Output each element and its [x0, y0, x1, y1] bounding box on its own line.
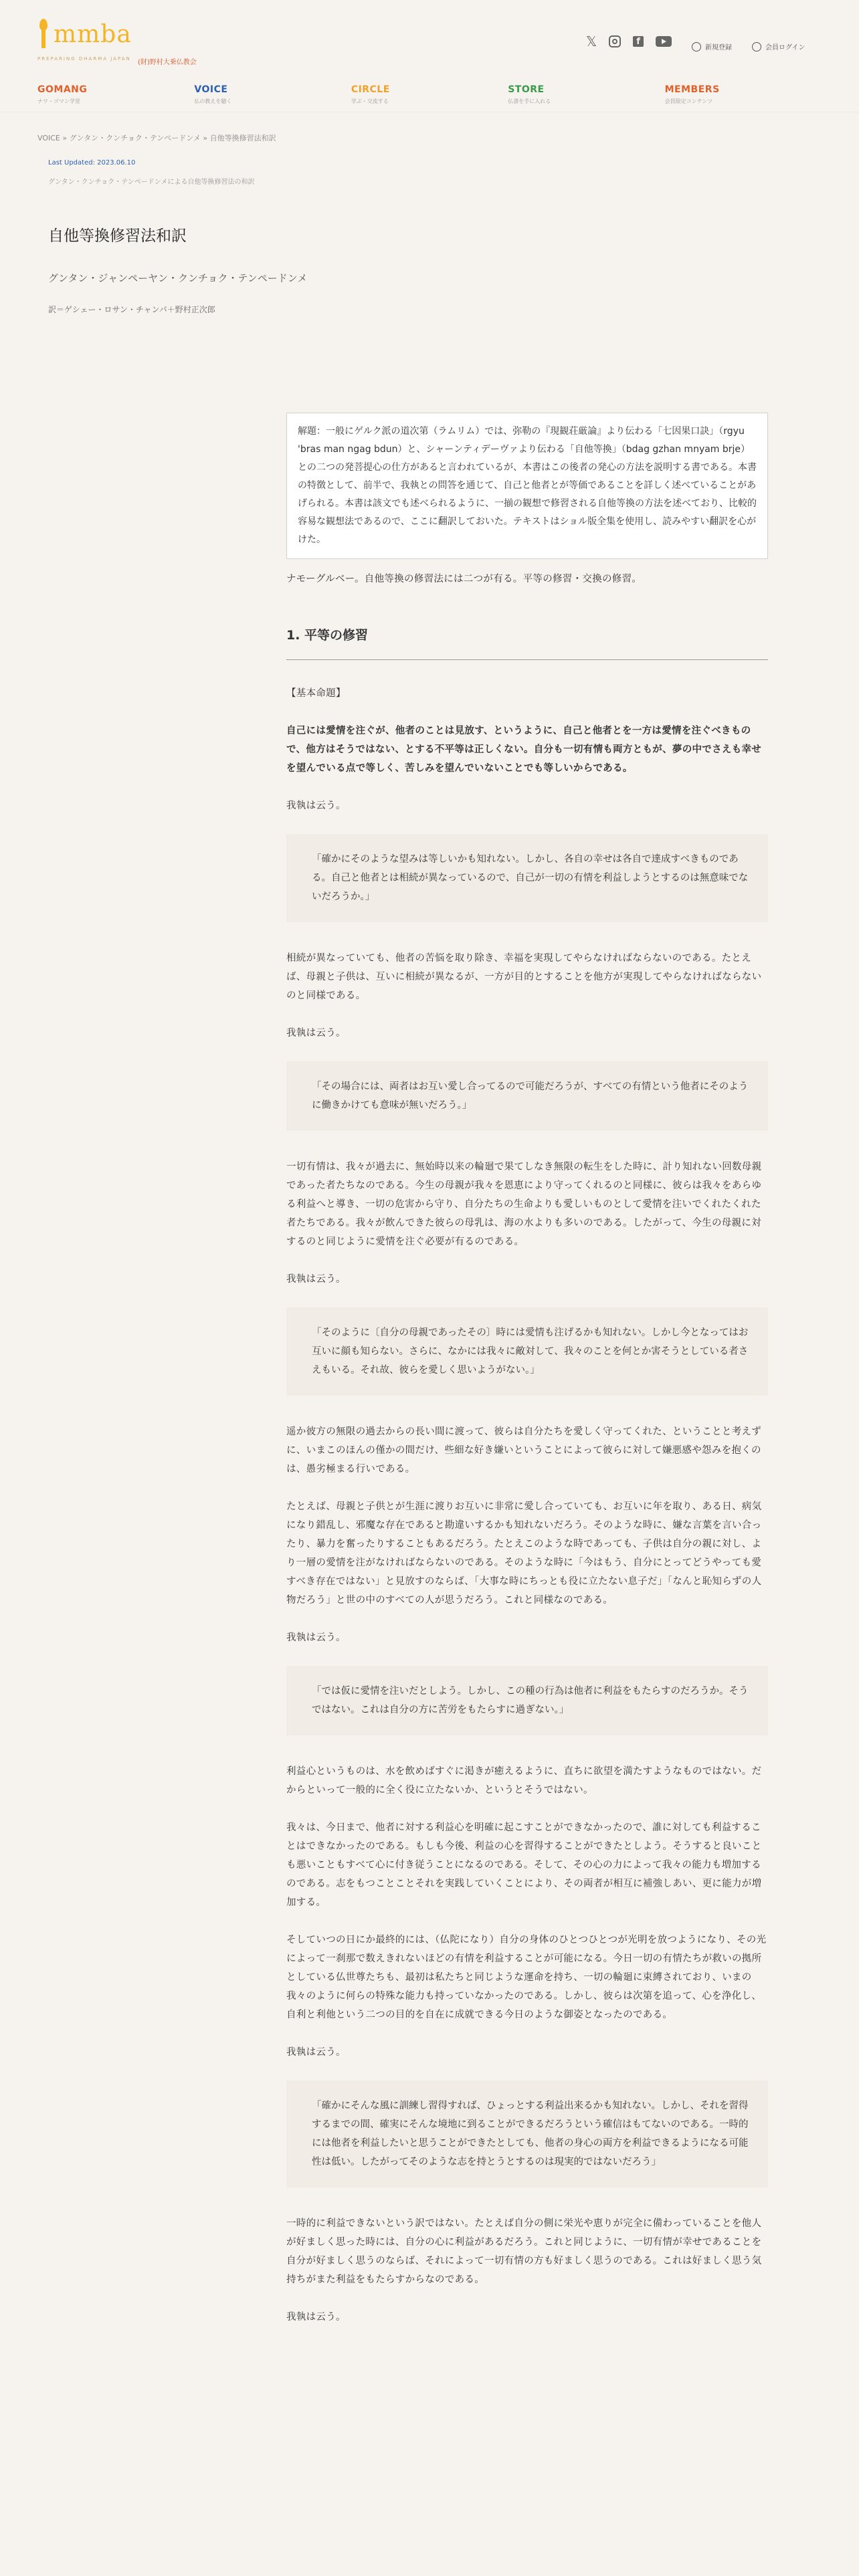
paragraph: 一切有情は、我々が過去に、無始時以来の輪廻で果てしなき無限の転生をした時に、計り知れない回数母親であった者たちなのである。今生の母親が我々を恩恵により守ってくれるのと同様に、彼らは我々をあらゆる利益へと導き、一切の危害から守り、自分たちの生命よりも愛しいものとして愛情を注いでくれたくれた者たちである。我々が飲んできた彼らの母乳は、海の水よりも多いのである。したがって、今生の母親に対するのと同じように愛情を注ぐ必要が有るのである。 — [286, 1162, 762, 1247]
nav-sub: 仏書を手に入れる — [508, 98, 551, 104]
quote-text: 「確かにそのような望みは等しいかも知れない。しかし、各自の幸せは各自で達成すべきものである。自己と他者とは相続が異なっているので、自己が一切の有情を利益しようとするのは無意味でないだろうか。」 — [312, 854, 749, 902]
quote-text: 「その場合には、両者はお互い愛し合ってるので可能だろうが、すべての有情という他者にそのように働きかけても意味が無いだろう。」 — [312, 1081, 749, 1111]
instagram-icon[interactable] — [609, 35, 621, 47]
org-name[interactable]: (財)野村大乗仏教会 — [138, 59, 197, 66]
facebook-icon[interactable]: f — [633, 36, 644, 47]
quote-block — [286, 1307, 768, 1396]
nav-item-gomang[interactable] — [37, 84, 194, 112]
nav-sub: 会員限定コンテンツ — [664, 98, 713, 104]
nav-label: MEMBERS — [664, 84, 720, 95]
quote-block — [286, 834, 768, 922]
intro-paragraph: ナモーグルベー。自他等換の修習法には二つが有る。平等の修習・交換の修習。 — [286, 574, 642, 584]
paragraph: 遥か彼方の無限の過去からの長い間に渡って、彼らは自分たちを愛しく守ってくれた、ということと考えずに、いまこのほんの僅かの間だけ、些細な好き嫌いということによって彼らに対して嫌悪感や怨みを抱くのは、愚劣極まる行いである。 — [286, 1426, 762, 1475]
quote-block — [286, 1666, 768, 1735]
breadcrumb[interactable]: VOICE » グンタン・クンチョク・テンペードンメ » 自他等換修習法和訳 — [37, 134, 276, 142]
article-body — [286, 413, 768, 2327]
speaker-line: 我執は云う。 — [286, 1632, 346, 1643]
logo-subtitle: PREPARING DHARMA JAPAN — [37, 56, 131, 62]
paragraph: 一時的に利益できないという訳ではない。たとえば自分の側に栄光や恵りが完全に備わっていることを他人が好ましく思った時には、自分の心に利益があるだろう。これと同じように、一切有情が幸せであることを自分が好ましく思うのならば、それによって一切有情の方も好ましく思うのである。これは好ましく思う気持ちがまた利益をもたらすからなのである。 — [286, 2218, 762, 2285]
quote-block — [286, 2080, 768, 2187]
speaker-line: 我執は云う。 — [286, 2312, 346, 2323]
social-links — [586, 35, 672, 48]
main-nav — [0, 72, 859, 112]
paragraph: 我々は、今日まで、他者に対する利益心を明確に起こすことができなかったので、誰に対しても利益することはできなかったのである。もしも今後、利益の心を習得することができたとしよう。そうすると良いことも悪いこともすべて心に付き従うことになるのである。そして、その心の力によって我々の能力も増加するのである。志をもつことことそれを実践していくことにより、その両者が相互に補強しあい、更に能力が増加する。 — [286, 1822, 762, 1908]
nav-item-circle[interactable] — [351, 84, 508, 112]
translator: 訳＝ゲシェー・ロサン・チャンパ＋野村正次郎 — [48, 305, 215, 314]
paragraph: 相続が異なっていても、他者の苦悩を取り除き、幸福を実現してやらなければならないのである。たとえば、母親と子供は、互いに相続が異なるが、一方が目的とすることを他方が実現してやらなければならないのと同様である。 — [286, 953, 762, 1001]
register-link[interactable] — [692, 41, 732, 51]
basic-proposition: 自己には愛情を注ぐが、他者のことは見放す、というように、自己と他者とを一方は愛情を注ぐべきもので、他方はそうではない、とする不平等は正しくない。自分も一切有情も両方ともが、夢の中でさえも幸せを望んでいる点で等しく、苦しみを望んでいないことでも等しいからである。 — [286, 726, 762, 774]
nav-label: STORE — [508, 84, 545, 95]
paragraph: たとえば、母親と子供とが生涯に渡りお互いに非常に愛し合っていても、お互いに年を取り、ある日、病気になり錯乱し、邪魔な存在であると勘違いするかも知れないだろう。そのような時に、嫌な言葉を言い合ったり、暴力を奮ったりすることもあるだろう。たとえこのような時であっても、子供は自分の親に対し、より一層の愛情を注がなければならないのである。そのような時に「今はもう、自分にとってどうやっても愛すべき存在ではない」と見放すのならば、「大事な時にちっとも役に立たない息子だ」「なんと恥知らずの人物だろう」と世の中のすべての人が思うだろう。これと同様なのである。 — [286, 1501, 762, 1606]
nav-sub: 学ぶ・交流する — [351, 98, 389, 104]
nav-item-members[interactable] — [665, 84, 822, 112]
register-label: 新規登録 — [705, 44, 732, 51]
article-meta — [0, 159, 859, 315]
quote-text: 「確かにそんな風に訓練し習得すれば、ひょっとする利益出来るかも知れない。しかし、それを習得するまでの間、確実にそんな境地に到ることができるだろうという確信はもてないのである。一時的には他者を利益したいと思うことができたとしても、他者の身心の両方を利益できるようになる可能性は低い。したがってそのような志を持とうとするのは現実的ではないだろう」 — [312, 2101, 749, 2167]
candle-icon — [37, 19, 50, 48]
nav-label: VOICE — [194, 84, 228, 95]
quote-block — [286, 1061, 768, 1131]
nav-label: GOMANG — [37, 84, 88, 95]
site-logo[interactable] — [37, 19, 132, 48]
speaker-line: 我執は云う。 — [286, 1274, 346, 1285]
nav-item-voice[interactable] — [194, 84, 351, 112]
quote-text: 「では仮に愛情を注いだとしよう。しかし、この種の行為は他者に利益をもたらすのだろうか。そうではない。これは自分の方に苦労をもたらすに過ぎない。」 — [312, 1686, 749, 1715]
paragraph: 利益心というものは、水を飲めばすぐに渇きが癒えるように、直ちに欲望を満たすようなものではない。だからといって一般的に全く役に立たないか、というとそうではない。 — [286, 1766, 762, 1796]
logo-text: mmba — [54, 21, 132, 48]
account-links — [692, 41, 805, 51]
section-title: 1. 平等の修習 — [286, 626, 768, 660]
x-icon[interactable]: 𝕏 — [586, 33, 597, 49]
basic-heading: 【基本命題】 — [286, 688, 346, 699]
login-label: 会員ログイン — [765, 44, 805, 51]
user-add-icon — [692, 42, 701, 51]
youtube-icon[interactable] — [656, 36, 672, 47]
login-icon — [752, 42, 761, 51]
last-updated: Last Updated: 2023.06.10 — [48, 159, 136, 167]
speaker-line: 我執は云う。 — [286, 2047, 346, 2058]
quote-text: 「そのように〔自分の母親であったその〕時には愛情も注げるかも知れない。しかし今となってはお互いに顔も知らない。さらに、なかには我々に敵対して、我々のことを何とか害そうとしている者さえもいる。それ故、彼らを愛しく思いようがない。」 — [312, 1327, 749, 1376]
site-header — [0, 0, 859, 72]
meta-description: グンタン・クンチョク・テンペードンメによる自他等換修習法の和訳 — [48, 179, 255, 186]
nav-item-store[interactable] — [508, 84, 664, 112]
speaker-line: 我執は云う。 — [286, 1028, 346, 1039]
nav-label: CIRCLE — [351, 84, 390, 95]
speaker-line: 我執は云う。 — [286, 800, 346, 811]
nav-sub: 仏の教えを聴く — [194, 98, 232, 104]
explanation-box: 解題：一般にゲルク派の道次第（ラムリム）では、弥勒の『現観荘厳論』より伝わる「七因果口訣」（rgyu 'bras man ngag bdun）と、シャーンティデーヴァより伝わる「自他等換」（bdag gzhan mnyam brje）との二つの発菩提心の仕方があると言われているが、本書はこの後者の発心の方法を説明する書である。本書の特徴として、前半で、我執との問答を通じて、自己と他者とが等価であることを詳しく述べていることがあげられる。本書は該文でも述べられるように、一揃の観想で修習される自他等換の方法を述べており、比較的容易な観想法であるので、ここに翻訳しておいた。テキストはショル版全集を使用し、読みやすい翻訳を心がけた。 — [286, 413, 768, 559]
paragraph: そしていつの日にか最終的には、（仏陀になり）自分の身体のひとつひとつが光明を放つようになり、その光によって一刹那で数えきれないほどの有情を利益することが可能になる。今日一切の有情たちが救いの拠所としている仏世尊たちも、最初は私たちと同じような運命を持ち、一切の輪廻に束縛されており、いまの我々のように何らの特殊な能力も持っていなかったのである。しかし、彼らは次第を追って、心を浄化し、自利と利他という二つの目的を自在に成就できる今日のような御姿となったのである。 — [286, 1935, 767, 2020]
login-link[interactable] — [752, 41, 805, 51]
page-title: 自他等換修習法和訳 — [48, 227, 187, 245]
nav-sub: ナワ・ゴマン学堂 — [37, 98, 80, 104]
author: グンタン・ジャンペーヤン・クンチョク・テンペードンメ — [48, 272, 308, 284]
